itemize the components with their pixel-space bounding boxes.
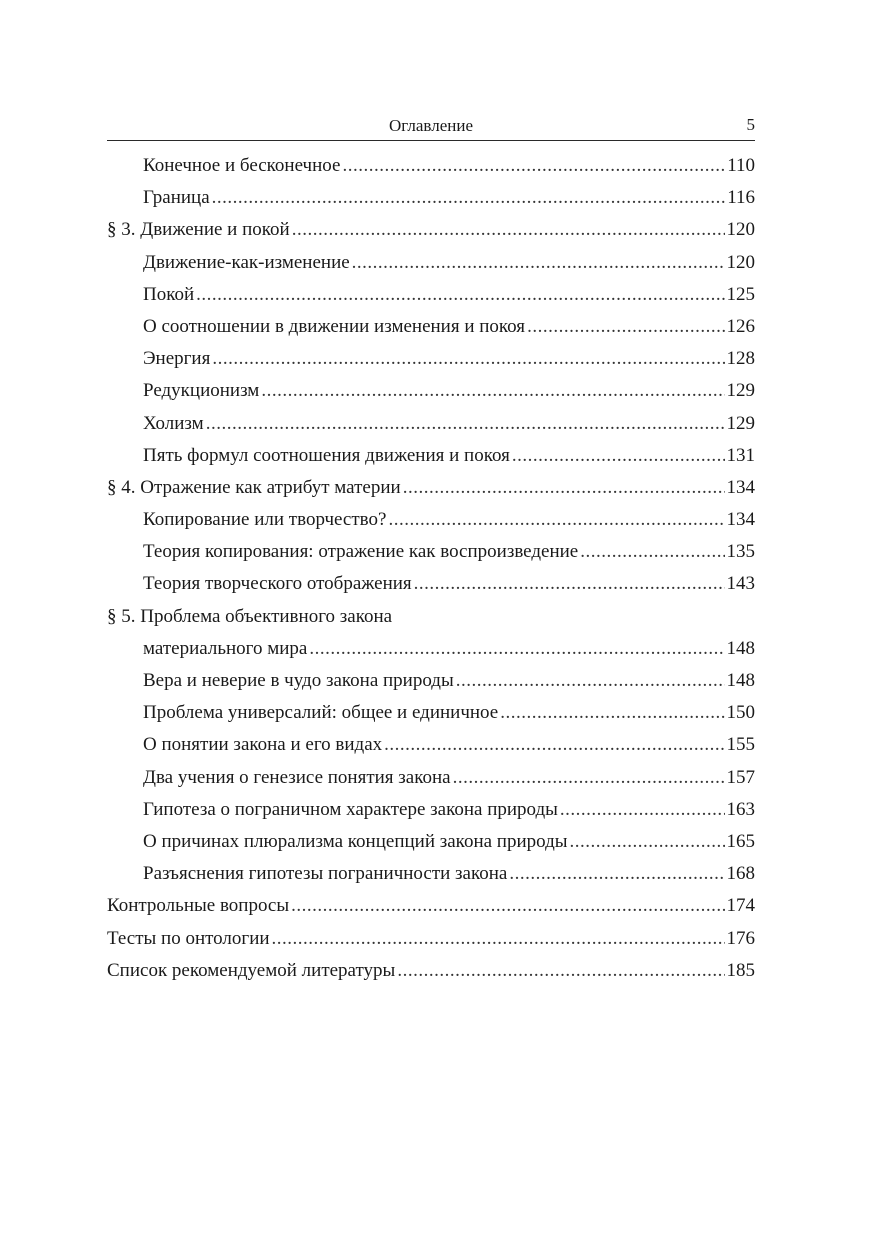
toc-entry-page: 126 (726, 315, 755, 337)
toc-leader-dots (397, 955, 724, 987)
toc-entry-page: 143 (726, 573, 755, 595)
toc-entry-title: Теория копирования: отражение как воспроизведение (143, 541, 579, 563)
toc-leader-dots (196, 279, 724, 311)
toc-entry-page: 134 (726, 476, 755, 498)
toc-entry-page: 129 (726, 412, 755, 434)
toc-entry-title: Граница (143, 187, 210, 209)
toc-entry-title: Список рекомендуемой литературы (107, 959, 396, 981)
toc-entry-page: 134 (726, 509, 755, 531)
toc-entry-title: § 3. Движение и покой (107, 219, 290, 241)
toc-entry[interactable] (107, 697, 755, 729)
toc-leader-dots (453, 762, 725, 794)
toc-entry-title: Теория творческого отображения (143, 573, 412, 595)
table-of-contents (107, 150, 755, 987)
toc-entry-page: 155 (726, 734, 755, 756)
toc-entry[interactable] (107, 890, 755, 922)
toc-entry[interactable] (107, 311, 755, 343)
toc-entry[interactable] (107, 568, 755, 600)
toc-entry-page: 135 (726, 541, 755, 563)
toc-entry[interactable] (107, 923, 755, 955)
toc-entry-title: Холизм (143, 412, 204, 434)
toc-leader-dots (388, 504, 724, 536)
toc-entry[interactable] (107, 665, 755, 697)
toc-entry-page: 128 (726, 348, 755, 370)
toc-entry-title: Движение-как-изменение (143, 251, 350, 273)
toc-entry[interactable] (107, 343, 755, 375)
toc-entry-page: 131 (726, 444, 755, 466)
toc-leader-dots (261, 375, 724, 407)
toc-leader-dots (291, 890, 724, 922)
toc-entry-page: 125 (726, 283, 755, 305)
toc-leader-dots (456, 665, 725, 697)
toc-leader-dots (309, 633, 724, 665)
toc-entry[interactable] (107, 826, 755, 858)
toc-entry[interactable] (107, 214, 755, 246)
toc-entry-page: 165 (726, 830, 755, 852)
toc-leader-dots (560, 794, 725, 826)
toc-leader-dots (512, 440, 725, 472)
toc-leader-dots (500, 697, 724, 729)
toc-leader-dots (580, 536, 724, 568)
toc-entry-page: 176 (726, 927, 755, 949)
toc-entry[interactable] (107, 150, 755, 182)
toc-entry-title: Проблема универсалий: общее и единичное (143, 702, 499, 724)
toc-entry-title: Редукционизм (143, 380, 260, 402)
toc-entry-title: Энергия (143, 348, 211, 370)
toc-entry[interactable] (107, 440, 755, 472)
running-header (107, 112, 755, 141)
toc-entry[interactable] (107, 504, 755, 536)
toc-entry[interactable] (107, 858, 755, 890)
toc-entry[interactable] (107, 375, 755, 407)
toc-entry-title: О причинах плюрализма концепций закона природы (143, 830, 568, 852)
toc-entry-title: Контрольные вопросы (107, 895, 290, 917)
toc-leader-dots (509, 858, 724, 890)
toc-entry-title: Два учения о генезисе понятия закона (143, 766, 451, 788)
toc-entry-page: 148 (726, 637, 755, 659)
toc-entry-page: 185 (726, 959, 755, 981)
toc-leader-dots (403, 472, 725, 504)
toc-entry[interactable] (107, 247, 755, 279)
header-page-number: 5 (746, 115, 755, 134)
toc-entry-title: Гипотеза о пограничном характере закона природы (143, 798, 558, 820)
toc-entry-page: 120 (726, 251, 755, 273)
toc-leader-dots (570, 826, 725, 858)
header-title: Оглавление (389, 116, 473, 135)
toc-entry-title: О понятии закона и его видах (143, 734, 383, 756)
toc-entry-title: § 4. Отражение как атрибут материи (107, 476, 401, 498)
toc-entry-title: Вера и неверие в чудо закона природы (143, 670, 454, 691)
toc-leader-dots (384, 729, 724, 761)
toc-entry-page: 148 (726, 670, 755, 691)
toc-entry-title: Копирование или творчество? (143, 509, 387, 531)
toc-entry[interactable] (107, 762, 755, 794)
toc-leader-dots (414, 568, 725, 600)
toc-entry[interactable] (107, 182, 755, 214)
toc-entry-page: 116 (727, 187, 755, 209)
toc-entry-page: 157 (726, 766, 755, 788)
toc-leader-dots (212, 343, 724, 375)
toc-entry[interactable] (107, 633, 755, 665)
toc-leader-dots (342, 150, 725, 182)
toc-entry-page: 168 (726, 863, 755, 885)
toc-entry-title: Конечное и бесконечное (143, 155, 341, 176)
toc-entry-page: 150 (726, 702, 755, 724)
toc-entry-title: Разъяснения гипотезы пограничности закона (143, 863, 508, 885)
toc-entry-page: 120 (726, 219, 755, 241)
toc-entry-page: 129 (726, 380, 755, 402)
toc-leader-dots (212, 182, 726, 214)
toc-entry-page: 110 (727, 155, 755, 176)
toc-entry-page: 174 (726, 895, 755, 917)
toc-leader-dots (272, 923, 725, 955)
toc-entry[interactable] (107, 279, 755, 311)
toc-entry[interactable] (107, 408, 755, 440)
toc-entry-title: материального мира (143, 637, 308, 659)
toc-leader-dots (527, 311, 724, 343)
toc-entry-title: Пять формул соотношения движения и покоя (143, 444, 510, 466)
toc-leader-dots (206, 408, 725, 440)
toc-entry[interactable] (107, 472, 755, 504)
toc-entry[interactable] (107, 729, 755, 761)
toc-entry-title: § 5. Проблема объективного закона (107, 605, 393, 627)
toc-entry[interactable] (107, 601, 755, 633)
toc-leader-dots (352, 247, 725, 279)
toc-entry-page: 163 (726, 798, 755, 820)
toc-entry[interactable] (107, 536, 755, 568)
toc-entry[interactable] (107, 794, 755, 826)
toc-entry[interactable] (107, 955, 755, 987)
toc-leader-dots (292, 214, 725, 246)
toc-entry-title: О соотношении в движении изменения и покоя (143, 315, 526, 337)
toc-entry-title: Покой (143, 283, 195, 305)
toc-entry-title: Тесты по онтологии (107, 927, 270, 949)
